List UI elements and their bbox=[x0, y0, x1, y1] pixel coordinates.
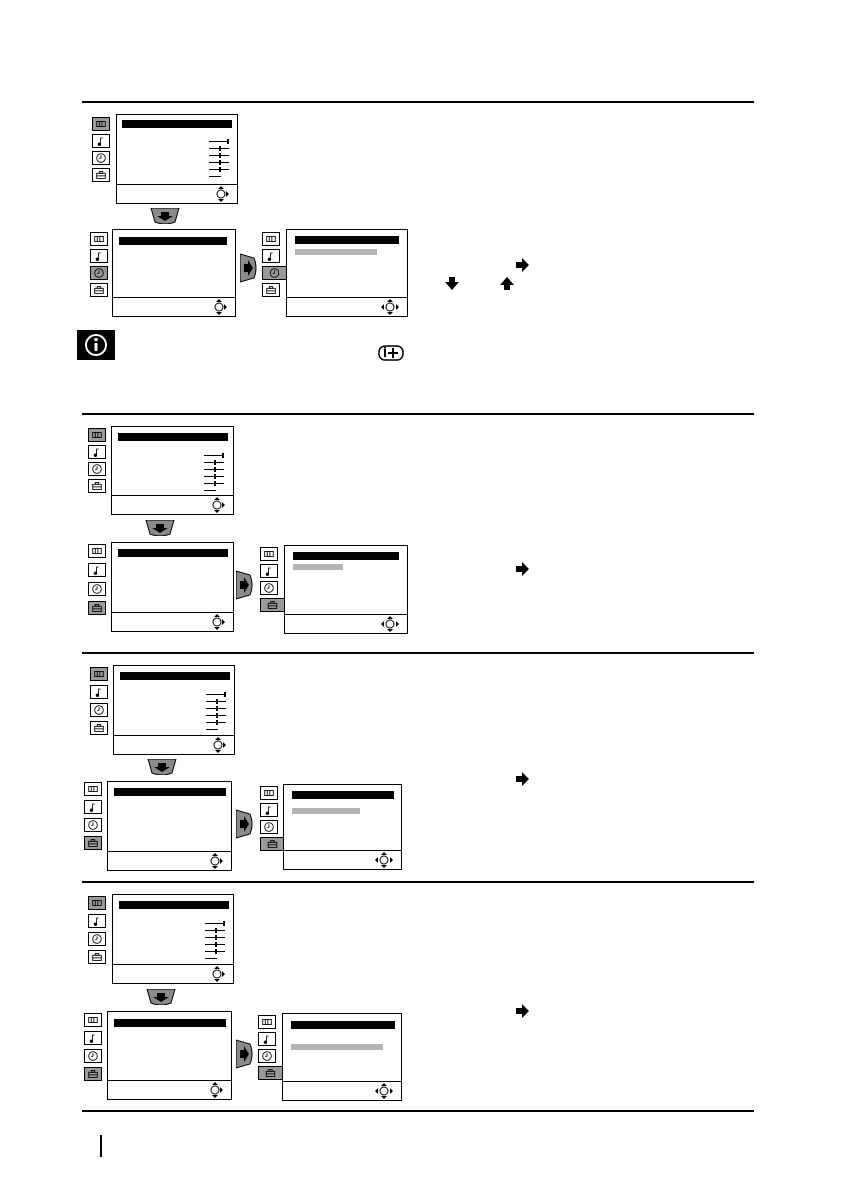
sound-menu-icon bbox=[260, 564, 278, 578]
joystick-icon bbox=[209, 614, 225, 630]
menu-footer bbox=[108, 1080, 231, 1099]
setup-menu-icon bbox=[92, 168, 110, 182]
highlighted-item bbox=[295, 249, 377, 255]
menu-title-bar bbox=[114, 788, 226, 796]
highlighted-item bbox=[293, 564, 343, 570]
picture-menu-icon bbox=[84, 1013, 102, 1027]
picture-menu-icon bbox=[88, 428, 106, 442]
picture-menu-icon bbox=[262, 232, 280, 246]
timer-menu-screen bbox=[112, 229, 236, 317]
highlighted-item bbox=[291, 1044, 383, 1050]
setup-menu-icon bbox=[88, 950, 106, 964]
arrow-down-icon bbox=[145, 989, 177, 1005]
timer-menu-icon bbox=[88, 932, 106, 946]
setup-menu-icon bbox=[260, 598, 284, 612]
submenu-title-bar bbox=[291, 1021, 395, 1029]
timer-menu-icon bbox=[90, 703, 108, 717]
timer-submenu-screen bbox=[286, 229, 408, 317]
sound-menu-icon bbox=[88, 563, 106, 577]
timer-menu-icon bbox=[260, 581, 278, 595]
joystick-icon bbox=[207, 853, 223, 869]
picture-menu-icon bbox=[88, 544, 106, 558]
picture-menu-icon bbox=[90, 667, 108, 681]
picture-menu-icon bbox=[260, 786, 278, 800]
joystick-icon bbox=[207, 1082, 223, 1098]
timer-menu-icon bbox=[88, 462, 106, 476]
menu-footer bbox=[287, 297, 407, 316]
joystick-icon bbox=[381, 299, 399, 315]
menu-title-bar bbox=[119, 237, 227, 245]
menu-title-bar bbox=[122, 120, 232, 128]
setup-submenu-screen bbox=[282, 1013, 402, 1101]
submenu-title-bar bbox=[295, 236, 399, 244]
joystick-icon bbox=[209, 497, 225, 513]
arrow-down-icon bbox=[146, 759, 178, 775]
arrow-right-icon bbox=[514, 771, 530, 787]
joystick-icon bbox=[211, 299, 227, 315]
submenu-title-bar bbox=[292, 791, 394, 799]
menu-footer bbox=[114, 735, 234, 754]
joystick-icon bbox=[375, 1083, 393, 1099]
sound-menu-icon bbox=[84, 800, 102, 814]
sound-menu-icon bbox=[258, 1032, 276, 1046]
arrow-right-icon bbox=[514, 561, 530, 577]
arrow-up-icon bbox=[499, 276, 515, 290]
menu-title-bar bbox=[120, 672, 230, 680]
timer-menu-icon bbox=[84, 1049, 102, 1063]
menu-title-bar bbox=[119, 901, 229, 909]
timer-menu-icon bbox=[92, 151, 110, 165]
joystick-icon bbox=[381, 616, 399, 632]
timer-menu-icon bbox=[258, 1049, 276, 1063]
picture-menu-screen bbox=[113, 665, 235, 755]
menu-footer bbox=[285, 614, 407, 633]
setup-submenu-screen bbox=[284, 545, 408, 634]
menu-footer bbox=[284, 850, 401, 869]
menu-footer bbox=[112, 495, 233, 514]
menu-footer bbox=[113, 964, 233, 983]
section-rule-4 bbox=[82, 881, 754, 883]
arrow-right-icon bbox=[240, 252, 258, 284]
sound-menu-icon bbox=[92, 134, 110, 148]
setup-menu-icon bbox=[90, 721, 108, 735]
setup-menu-icon bbox=[258, 1066, 282, 1080]
setup-submenu-screen bbox=[283, 784, 402, 870]
arrow-right-icon bbox=[514, 257, 530, 273]
setup-menu-icon bbox=[84, 836, 102, 850]
information-icon bbox=[77, 330, 115, 360]
setup-menu-screen bbox=[107, 1011, 232, 1100]
picture-menu-screen bbox=[111, 426, 234, 515]
setup-menu-icon bbox=[88, 601, 106, 615]
picture-menu-screen bbox=[116, 114, 238, 204]
arrow-right-icon bbox=[236, 808, 254, 840]
sound-menu-icon bbox=[88, 445, 106, 459]
menu-title-bar bbox=[118, 549, 228, 557]
section-rule-bottom bbox=[82, 1110, 754, 1112]
menu-footer bbox=[117, 184, 237, 203]
sound-menu-icon bbox=[262, 249, 280, 263]
joystick-icon bbox=[375, 852, 393, 868]
timer-menu-icon bbox=[90, 266, 108, 280]
menu-footer bbox=[283, 1081, 401, 1100]
setup-menu-icon bbox=[90, 283, 108, 297]
picture-menu-screen bbox=[112, 894, 234, 984]
sound-menu-icon bbox=[88, 914, 106, 928]
sound-menu-icon bbox=[90, 685, 108, 699]
sound-menu-icon bbox=[84, 1031, 102, 1045]
sound-menu-icon bbox=[90, 249, 108, 263]
arrow-right-icon bbox=[236, 569, 254, 601]
page-margin-tick bbox=[100, 1135, 102, 1157]
sound-menu-icon bbox=[260, 803, 278, 817]
submenu-title-bar bbox=[293, 552, 399, 560]
setup-menu-icon bbox=[260, 837, 284, 851]
info-button-icon bbox=[378, 345, 404, 361]
timer-menu-icon bbox=[88, 582, 106, 596]
joystick-icon bbox=[210, 737, 226, 753]
joystick-icon bbox=[213, 186, 229, 202]
section-rule-top bbox=[82, 101, 754, 103]
picture-menu-icon bbox=[258, 1015, 276, 1029]
picture-menu-icon bbox=[84, 782, 102, 796]
menu-title-bar bbox=[118, 433, 228, 441]
setup-menu-screen bbox=[111, 542, 234, 632]
timer-menu-icon bbox=[260, 820, 278, 834]
setup-menu-icon bbox=[84, 1067, 102, 1081]
setup-menu-icon bbox=[262, 283, 280, 297]
picture-menu-icon bbox=[260, 547, 278, 561]
arrow-right-icon bbox=[514, 1003, 530, 1019]
timer-menu-icon bbox=[84, 818, 102, 832]
section-rule-2 bbox=[82, 413, 754, 415]
timer-menu-icon bbox=[262, 266, 286, 280]
picture-menu-icon bbox=[88, 896, 106, 910]
arrow-down-icon bbox=[144, 520, 176, 536]
picture-menu-icon bbox=[90, 232, 108, 246]
section-rule-3 bbox=[82, 652, 754, 654]
highlighted-item bbox=[292, 808, 360, 814]
arrow-down-icon bbox=[444, 277, 460, 291]
menu-footer bbox=[108, 851, 231, 870]
menu-footer bbox=[113, 297, 235, 316]
picture-menu-icon bbox=[92, 117, 110, 131]
setup-menu-icon bbox=[88, 479, 106, 493]
joystick-icon bbox=[209, 966, 225, 982]
setup-menu-screen bbox=[107, 781, 232, 871]
menu-title-bar bbox=[114, 1019, 226, 1027]
arrow-down-icon bbox=[149, 208, 181, 224]
menu-footer bbox=[112, 612, 233, 631]
arrow-right-icon bbox=[236, 1038, 254, 1070]
